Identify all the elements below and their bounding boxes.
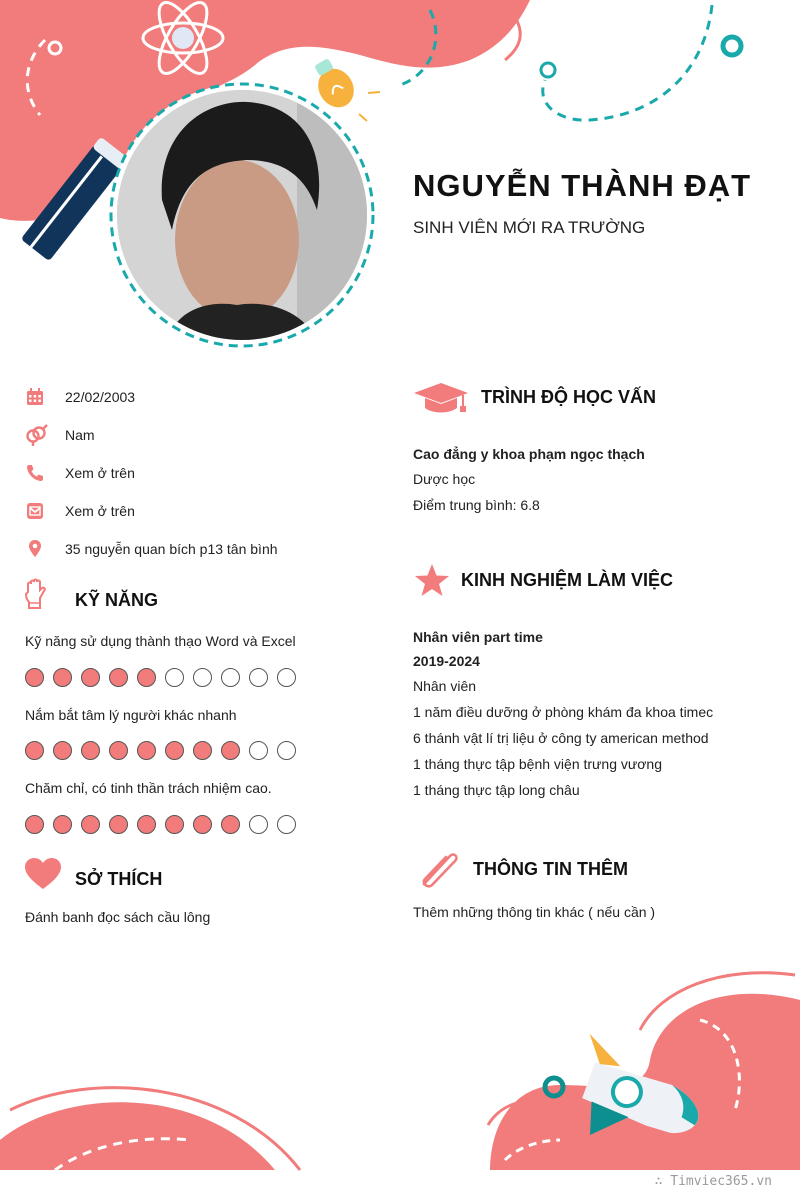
- phone-icon: [25, 461, 55, 485]
- experience-period: 2019-2024: [413, 653, 480, 669]
- extra-info-heading: THÔNG TIN THÊM: [473, 859, 628, 879]
- rating-dot-empty: [277, 741, 296, 760]
- hand-icon: [23, 578, 49, 617]
- rating-dot-filled: [193, 741, 212, 760]
- rating-dot-filled: [25, 668, 44, 687]
- job-title: SINH VIÊN MỚI RA TRƯỜNG: [413, 218, 646, 237]
- rating-dot-filled: [81, 741, 100, 760]
- rating-dot-empty: [277, 815, 296, 834]
- rating-dot-empty: [249, 741, 268, 760]
- skill-label-1: Kỹ năng sử dụng thành thạo Word và Excel: [25, 633, 296, 649]
- email-text: Xem ở trên: [65, 503, 135, 519]
- rating-dot-empty: [193, 668, 212, 687]
- rating-dot-filled: [53, 741, 72, 760]
- rating-dot-filled: [53, 815, 72, 834]
- candidate-name: NGUYỄN THÀNH ĐẠT: [413, 168, 752, 203]
- experience-detail: 1 năm điều dưỡng ở phòng khám đa khoa timec: [413, 704, 714, 720]
- experience-detail: 1 tháng thực tập long châu: [413, 782, 580, 798]
- rating-dot-filled: [53, 668, 72, 687]
- education-school: Cao đẳng y khoa phạm ngọc thạch: [413, 446, 645, 462]
- rating-dot-filled: [109, 741, 128, 760]
- rating-dot-filled: [137, 668, 156, 687]
- rating-dot-filled: [165, 741, 184, 760]
- info-birthdate: [25, 385, 135, 409]
- calendar-icon: [25, 385, 55, 409]
- hobbies-text: Đánh banh đọc sách cầu lông: [25, 909, 211, 925]
- gender-text: Nam: [65, 427, 95, 443]
- education-heading: TRÌNH ĐỘ HỌC VẤN: [481, 387, 656, 407]
- rating-dot-filled: [81, 815, 100, 834]
- info-gender: [25, 423, 95, 447]
- rating-dot-filled: [137, 741, 156, 760]
- profile-photo: [117, 90, 367, 340]
- education-gpa: Điểm trung bình: 6.8: [413, 497, 540, 513]
- graduation-cap-icon: [413, 381, 469, 420]
- rating-dot-empty: [249, 668, 268, 687]
- location-icon: [25, 537, 55, 561]
- experience-heading: KINH NGHIỆM LÀM VIỆC: [461, 570, 674, 590]
- dashed-curve-right: [543, 5, 712, 120]
- experience-detail: 1 tháng thực tập bệnh viện trưng vương: [413, 756, 663, 772]
- experience-role: Nhân viên: [413, 678, 477, 694]
- rating-dot-empty: [165, 668, 184, 687]
- rating-dot-empty: [249, 815, 268, 834]
- info-phone: [25, 461, 135, 485]
- phone-text: Xem ở trên: [65, 465, 135, 481]
- heart-icon: [24, 857, 62, 896]
- education-major: Dược học: [413, 471, 476, 487]
- rating-dot-filled: [81, 668, 100, 687]
- rating-dot-filled: [165, 815, 184, 834]
- rating-dot-empty: [221, 668, 240, 687]
- rating-dot-filled: [109, 668, 128, 687]
- experience-position: Nhân viên part time: [413, 629, 543, 645]
- rating-dot-filled: [25, 815, 44, 834]
- paperclip-icon: [416, 848, 460, 895]
- skills-heading: KỸ NĂNG: [75, 590, 159, 610]
- rating-dot-filled: [221, 741, 240, 760]
- rating-dot-filled: [109, 815, 128, 834]
- skill-rating-3: [25, 815, 296, 834]
- birthdate-text: 22/02/2003: [65, 389, 136, 405]
- rating-dot-filled: [25, 741, 44, 760]
- gender-icon: [25, 423, 55, 447]
- rating-dot-empty: [277, 668, 296, 687]
- bottom-left-blob: [0, 1102, 275, 1170]
- experience-detail: 6 thánh vật lí trị liệu ở công ty american method: [413, 730, 709, 746]
- email-icon: [25, 499, 55, 523]
- skill-label-3: Chăm chỉ, có tinh thần trách nhiệm cao.: [25, 780, 272, 796]
- info-address: [25, 537, 278, 561]
- skill-rating-1: [25, 668, 296, 687]
- skill-rating-2: [25, 741, 296, 760]
- star-icon: [414, 563, 450, 602]
- skill-label-2: Nắm bắt tâm lý người khác nhanh: [25, 707, 237, 723]
- watermark: ∴ Timviec365.vn: [654, 1174, 772, 1189]
- hobbies-heading: SỞ THÍCH: [75, 869, 163, 889]
- rating-dot-filled: [193, 815, 212, 834]
- address-text: 35 nguyễn quan bích p13 tân bình: [65, 541, 278, 557]
- rating-dot-filled: [221, 815, 240, 834]
- info-email: [25, 499, 135, 523]
- extra-info-text: Thêm những thông tin khác ( nếu cần ): [413, 904, 656, 920]
- rating-dot-filled: [137, 815, 156, 834]
